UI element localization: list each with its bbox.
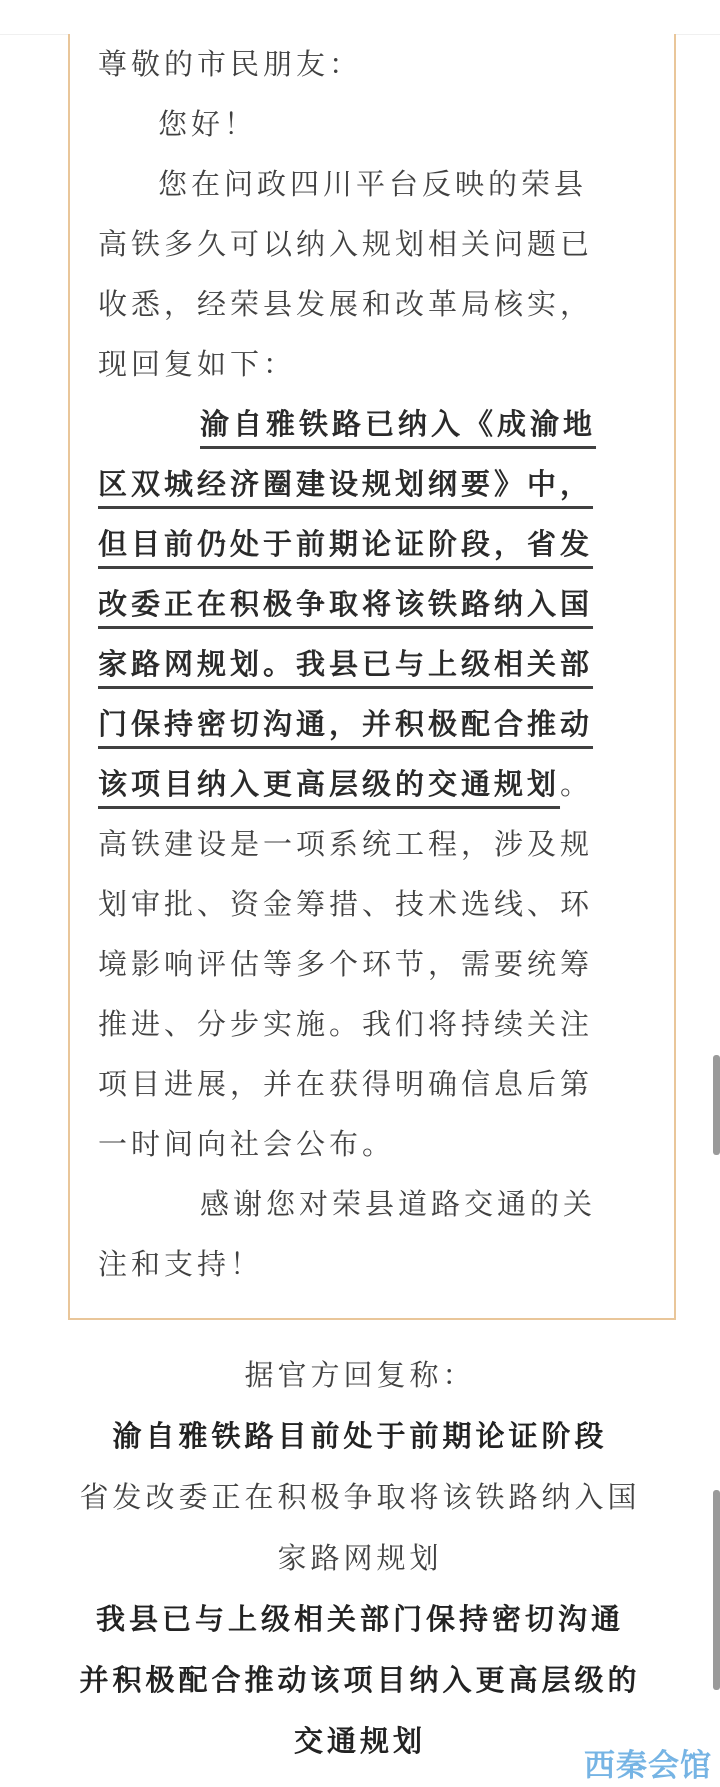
- letter-body-line: 收悉，经荣县发展和改革局核实，: [98, 287, 594, 321]
- highlight-text: 渝自雅铁路已纳入《成渝地: [200, 407, 597, 441]
- scrollbar-thumb[interactable]: [713, 1490, 720, 1690]
- highlight-text: 该项目纳入更高层级的交通规划: [98, 767, 561, 801]
- highlight-line: [98, 514, 658, 574]
- official-reply-summary: [0, 1345, 720, 1772]
- highlight-end-punctuation: 。: [560, 767, 594, 801]
- letter-tail-line: 一时间向社会公布。: [98, 1127, 396, 1161]
- summary-bold-line: 我县已与上级相关部门保持密切沟通: [95, 1602, 624, 1636]
- letter-tail-line: 境影响评估等多个环节，需要统筹: [98, 947, 594, 981]
- scrollbar-thumb[interactable]: [713, 1055, 720, 1155]
- letter-thanks-line: 注和支持！: [98, 1247, 264, 1281]
- highlight-line: [98, 754, 658, 814]
- reply-letter: [98, 34, 658, 1294]
- highlight-text: 但目前仍处于前期论证阶段，省发: [98, 527, 594, 561]
- highlight-line: [98, 694, 658, 754]
- highlight-text: 区双城经济圈建设规划纲要》中，: [98, 467, 594, 501]
- summary-bold-line: 交通规划: [293, 1724, 426, 1758]
- summary-line: 省发改委正在积极争取将该铁路纳入国: [79, 1480, 641, 1514]
- letter-hello: 您好！: [158, 107, 258, 141]
- highlight-text: 门保持密切沟通，并积极配合推动: [98, 707, 594, 741]
- letter-tail-line: 推进、分步实施。我们将持续关注: [98, 1007, 594, 1041]
- highlight-line: [98, 634, 658, 694]
- letter-body-line: 高铁多久可以纳入规划相关问题已: [98, 227, 594, 261]
- highlight-line: [98, 574, 658, 634]
- letter-tail-line: 高铁建设是一项系统工程，涉及规: [98, 827, 594, 861]
- letter-tail-line: 划审批、资金筹措、技术选线、环: [98, 887, 594, 921]
- highlight-text: 改委正在积极争取将该铁路纳入国: [98, 587, 594, 621]
- summary-line: 家路网规划: [277, 1541, 443, 1575]
- summary-bold-line: 并积极配合推动该项目纳入更高层级的: [79, 1663, 641, 1697]
- letter-thanks-line: 感谢您对荣县道路交通的关: [200, 1187, 597, 1221]
- highlight-text: 家路网规划。我县已与上级相关部: [98, 647, 594, 681]
- letter-body-line: 现回复如下：: [98, 347, 297, 381]
- top-strip: [0, 0, 720, 35]
- watermark-logo: 西秦会馆: [584, 1748, 712, 1784]
- letter-greeting: 尊敬的市民朋友：: [98, 47, 363, 81]
- letter-body-line: 您在问政四川平台反映的荣县: [158, 167, 588, 201]
- letter-tail-line: 项目进展，并在获得明确信息后第: [98, 1067, 594, 1101]
- summary-intro: 据官方回复称：: [244, 1358, 476, 1392]
- highlight-line: [98, 394, 658, 454]
- summary-bold-line: 渝自雅铁路目前处于前期论证阶段: [112, 1419, 608, 1453]
- highlight-line: [98, 454, 658, 514]
